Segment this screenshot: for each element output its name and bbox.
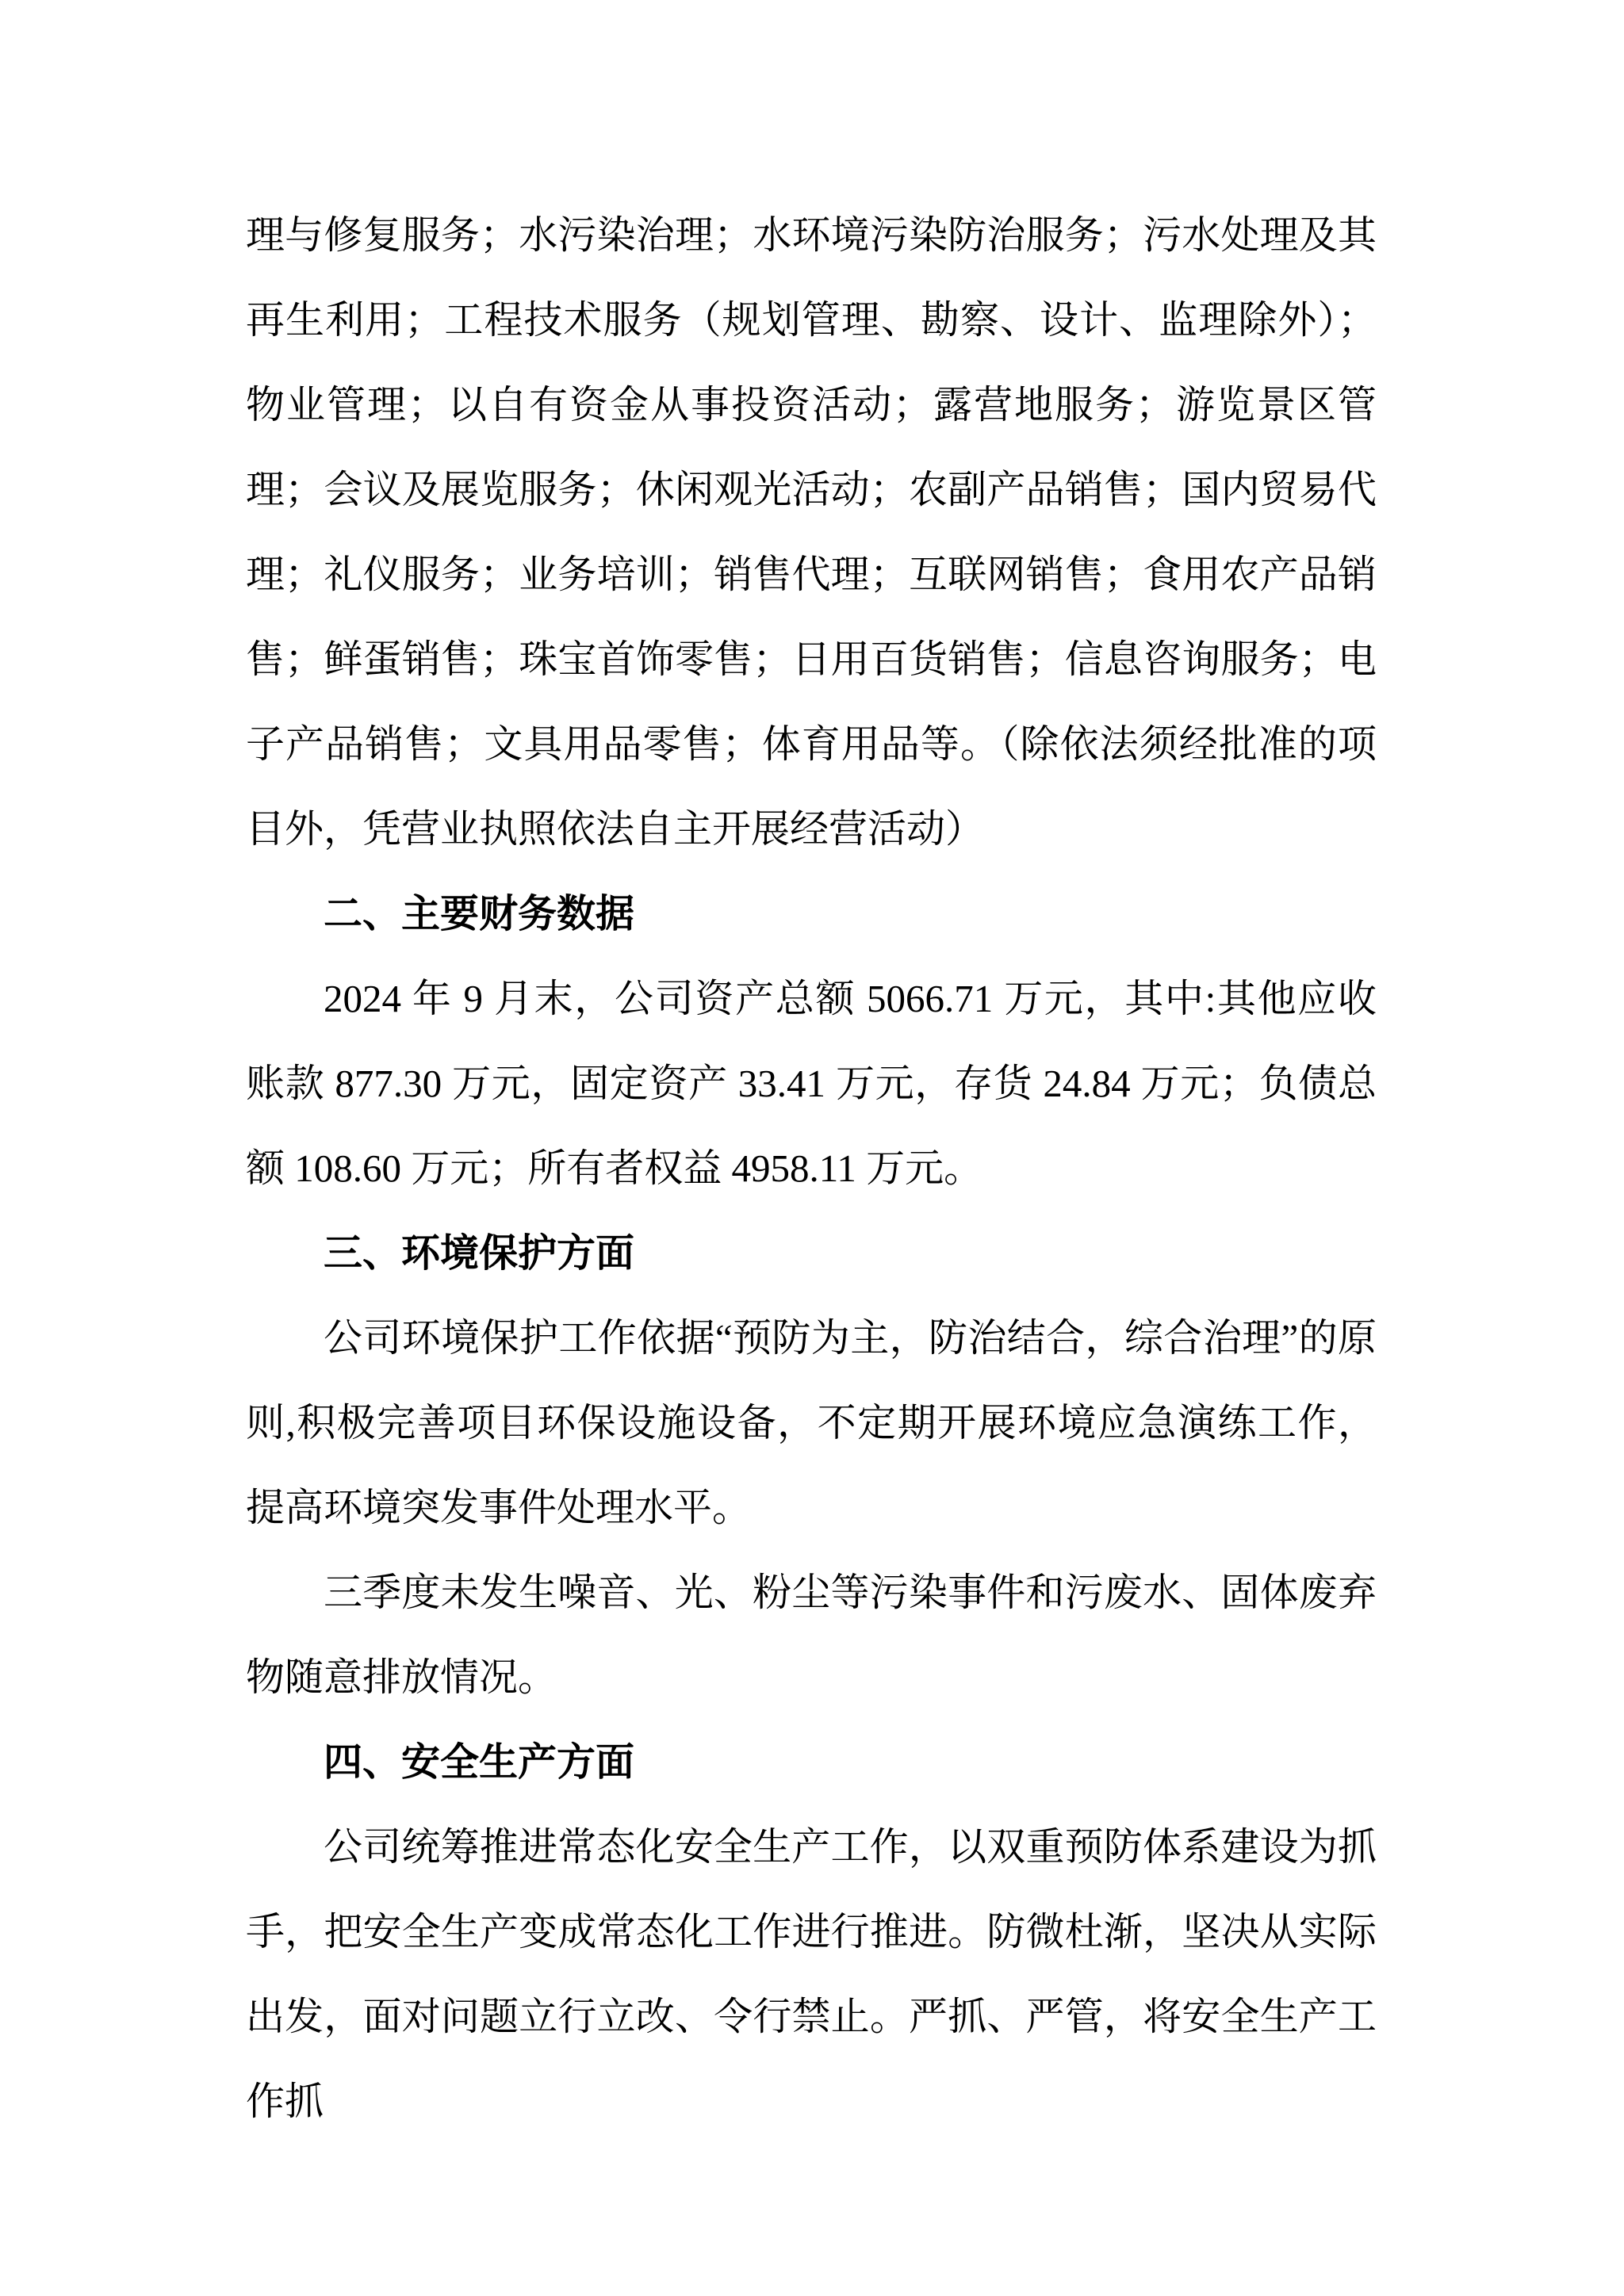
paragraph-work-safety: 公司统筹推进常态化安全生产工作，以双重预防体系建设为抓手，把安全生产变成常态化工作进行推进。防微杜渐，坚决从实际出发，面对问题立行立改、令行禁止。严抓、严管，将安全生产工作抓 <box>246 1825 1377 2123</box>
paragraph-q3-pollution-status: 三季度未发生噪音、光、粉尘等污染事件和污废水、固体废弃物随意排放情况。 <box>246 1571 1377 1699</box>
paragraph-environmental-protection-policy: 公司环境保护工作依据“预防为主，防治结合，综合治理”的原则,积极完善项目环保设施设备，不定期开展环境应急演练工作，提高环境突发事件处理水平。 <box>246 1316 1377 1529</box>
heading-section-4-work-safety: 四、安全生产方面 <box>324 1740 635 1784</box>
heading-section-2-financial-data: 二、主要财务数据 <box>324 892 635 936</box>
paragraph-business-scope-continued: 理与修复服务；水污染治理；水环境污染防治服务；污水处理及其再生利用；工程技术服务（规划管理、勘察、设计、监理除外）；物业管理；以自有资金从事投资活动；露营地服务；游览景区管理；会议及展览服务；休闲观光活动；农副产品销售；国内贸易代理；礼仪服务；业务培训；销售代理；互联网销售；食用农产品销售；鲜蛋销售；珠宝首饰零售；日用百货销售；信息咨询服务；电子产品销售；文具用品零售；体育用品等。（除依法须经批准的项目外，凭营业执照依法自主开展经营活动） <box>246 213 1377 851</box>
paragraph-financial-data: 2024 年 9 月末，公司资产总额 5066.71 万元，其中:其他应收账款 877.30 万元，固定资产 33.41 万元，存货 24.84 万元；负债总额 108.60 万元；所有者权益 4958.11 万元。 <box>246 977 1377 1190</box>
heading-section-3-environmental-protection: 三、环境保护方面 <box>324 1231 635 1275</box>
document-content <box>246 193 1377 2144</box>
